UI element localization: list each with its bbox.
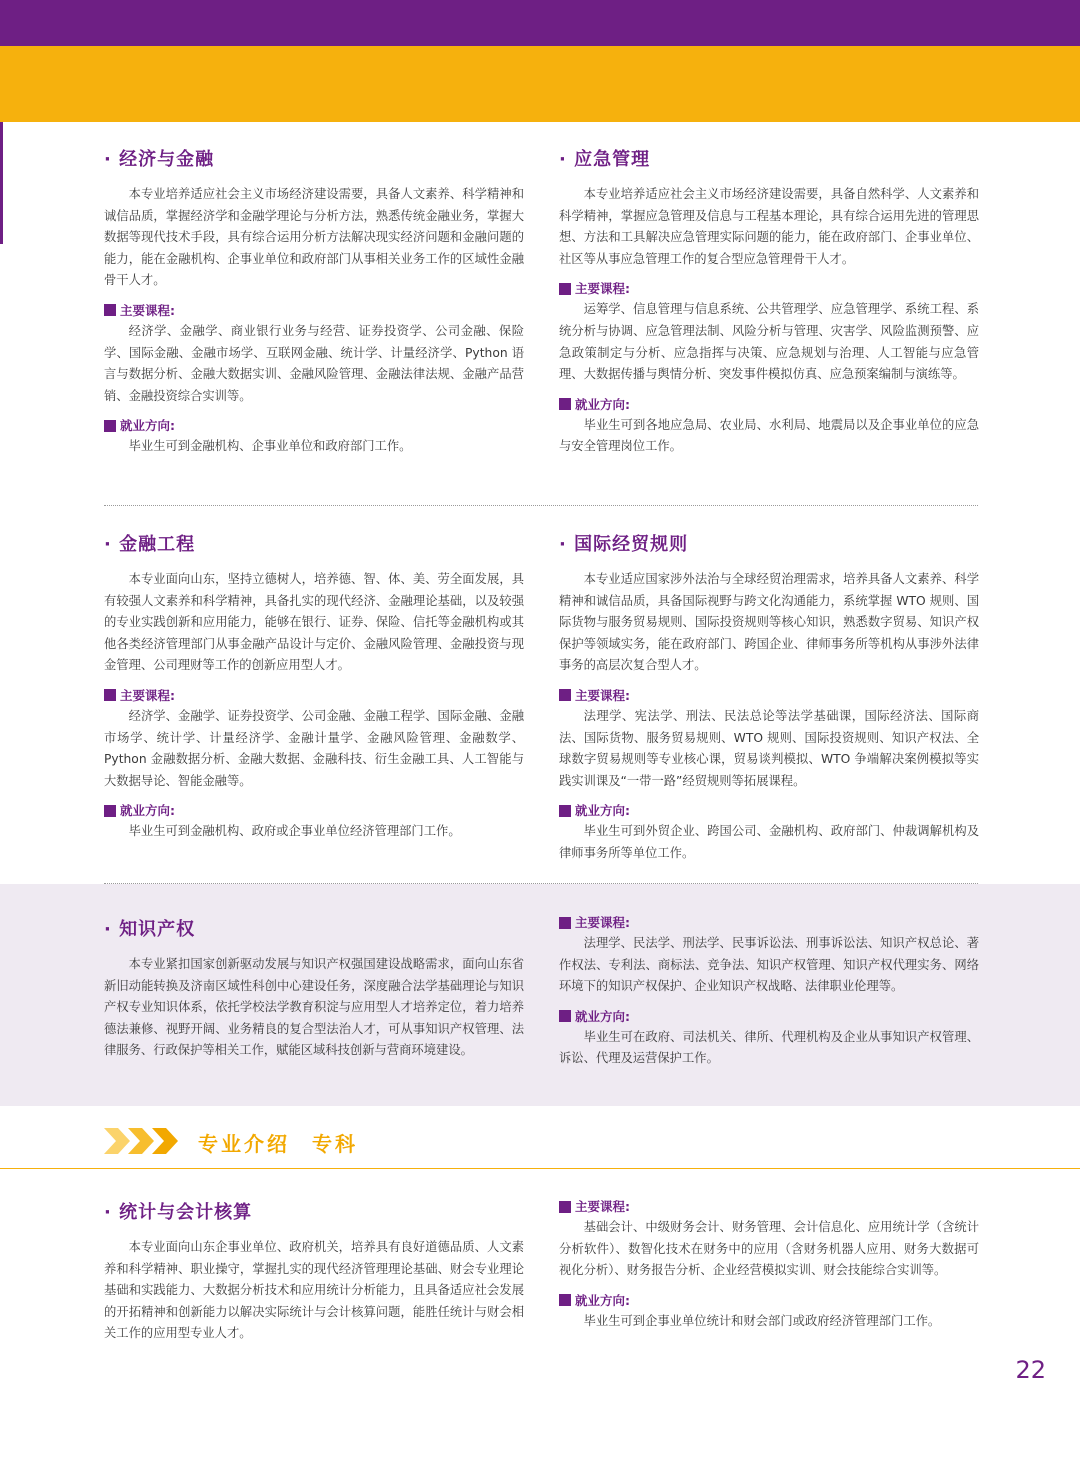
jobs-heading: 就业方向: xyxy=(559,1006,979,1027)
section-title-stat-acc: · 统计与会计核算 xyxy=(104,1202,253,1223)
courses-text: 法理学、民法学、刑法学、民事诉讼法、刑事诉讼法、知识产权总论、著作权法、专利法、商标法、竞争法、知识产权管理、知识产权代理实务、网络环境下的知识产权保护、企业知识产权战略、法律职业伦理等。 xyxy=(559,936,979,994)
banner-subtitle: 专科 xyxy=(312,1132,358,1156)
header-purple-band xyxy=(0,0,1080,46)
courses-text: 基础会计、中级财务会计、财务管理、会计信息化、应用统计学（含统计分析软件）、数智化技术在财务中的应用（含财务机器人应用、财务大数据可视化分析）、财务报告分析、企业经营模拟实训、财会技能综合实训等。 xyxy=(559,1220,979,1278)
jobs-text: 毕业生可到外贸企业、跨国公司、金融机构、政府部门、仲裁调解机构及律师事务所等单位工作。 xyxy=(559,824,979,860)
jobs-text: 毕业生可在政府、司法机关、律所、代理机构及企业从事知识产权管理、诉讼、代理及运营保护工作。 xyxy=(559,1029,979,1066)
square-bullet-icon xyxy=(559,805,571,817)
courses-heading: 主要课程: xyxy=(104,685,524,706)
section-fin-eng xyxy=(104,569,524,843)
chevron-arrows-icon xyxy=(104,1126,182,1156)
square-bullet-icon xyxy=(104,689,116,701)
jobs-text: 毕业生可到金融机构、政府或企事业单位经济管理部门工作。 xyxy=(128,824,461,839)
section-title-econ-finance: · 经济与金融 xyxy=(104,149,215,170)
courses-text: 法理学、宪法学、刑法、民法总论等法学基础课，国际经济法、国际商法、国际货物、服务贸易规则、WTO 规则、国际投资规则、知识产权法、全球数字贸易规则等专业核心课，贸易谈判模拟、WTO 争端解决案例模拟等实践实训课及“一带一路”经贸规则等拓展课程。 xyxy=(559,708,979,788)
courses-heading: 主要课程: xyxy=(559,685,979,706)
courses-heading: 主要课程: xyxy=(559,912,979,933)
square-bullet-icon xyxy=(559,1010,571,1022)
jobs-heading: 就业方向: xyxy=(559,394,979,415)
courses-text: 运筹学、信息管理与信息系统、公共管理学、应急管理学、系统工程、系统分析与协调、应急管理法制、风险分析与管理、灾害学、风险监测预警、应急政策制定与分析、应急指挥与决策、应急规划与治理、人工智能与应急管理、大数据传播与舆情分析、突发事件模拟仿真、应急预案编制与演练等。 xyxy=(559,302,979,382)
jobs-heading: 就业方向: xyxy=(559,1290,979,1311)
left-accent-rule xyxy=(0,122,3,244)
banner-title: 专业介绍 xyxy=(198,1132,290,1156)
courses-heading: 主要课程: xyxy=(104,300,524,321)
square-bullet-icon xyxy=(104,304,116,316)
square-bullet-icon xyxy=(559,689,571,701)
section-ip-intro xyxy=(104,954,524,1062)
intro-text: 本专业培养适应社会主义市场经济建设需要，具备自然科学、人文素养和科学精神，掌握应急管理及信息与工程基本理论，具有综合运用先进的管理思想、方法和工具解决应急管理实际问题的能力，能在政府部门、企事业单位、社区等从事应急管理工作的复合型应急管理骨干人才。 xyxy=(559,187,979,266)
section-stat-acc-intro xyxy=(104,1237,524,1345)
header-gold-band xyxy=(0,46,1080,122)
courses-heading: 主要课程: xyxy=(559,1196,979,1217)
section-intl-trade xyxy=(559,569,979,865)
intro-text: 本专业紧扣国家创新驱动发展与知识产权强国建设战略需求，面向山东省新旧动能转换及济南区域性科创中心建设任务，深度融合法学基础理论与知识产权专业知识体系，依托学校法学教育积淀与应用型人才培养定位，着力培养德法兼修、视野开阔、业务精良的复合型法治人才，可从事知识产权管理、法律服务、行政保护等相关工作，赋能区域科技创新与营商环境建设。 xyxy=(104,957,524,1058)
jobs-text: 毕业生可到金融机构、企事业单位和政府部门工作。 xyxy=(128,439,412,454)
jobs-text: 毕业生可到各地应急局、农业局、水利局、地震局以及企事业单位的应急与安全管理岗位工作。 xyxy=(559,417,979,454)
square-bullet-icon xyxy=(559,917,571,929)
section-title-fin-eng: · 金融工程 xyxy=(104,534,196,555)
square-bullet-icon xyxy=(104,420,116,432)
intro-text: 本专业面向山东企事业单位、政府机关，培养具有良好道德品质、人文素养和科学精神、职业操守，掌握扎实的现代经济管理理论基础、财会专业理论基础和实践能力、大数据分析技术和应用统计分析能力，且具备适应社会发展的开拓精神和创新能力以解决实际统计与会计核算问题，能胜任统计与财会相关工作的应用型专业人才。 xyxy=(104,1240,524,1341)
square-bullet-icon xyxy=(559,398,571,410)
page-number: 22 xyxy=(1015,1356,1046,1384)
courses-heading: 主要课程: xyxy=(559,278,979,299)
section-title-emergency: · 应急管理 xyxy=(559,149,651,170)
jobs-text: 毕业生可到企事业单位统计和财会部门或政府经济管理部门工作。 xyxy=(583,1313,941,1328)
section-emergency xyxy=(559,184,979,458)
section-econ-finance xyxy=(104,184,524,458)
jobs-heading: 就业方向: xyxy=(104,800,524,821)
square-bullet-icon xyxy=(559,1201,571,1213)
section-title-ip: · 知识产权 xyxy=(104,919,196,940)
section-title-intl-trade: · 国际经贸规则 xyxy=(559,534,689,555)
banner-underline xyxy=(0,1168,1080,1169)
section-stat-acc-details xyxy=(559,1196,979,1332)
intro-text: 本专业适应国家涉外法治与全球经贸治理需求，培养具备人文素养、科学精神和诚信品质，具备国际视野与跨文化沟通能力，系统掌握 WTO 规则、国际货物与服务贸易规则、国际投资规则等核心知识，熟悉数字贸易、知识产权保护等领域实务，能在政府部门、跨国企业、律师事务所等机构从事涉外法律事务的高层次复合型人才。 xyxy=(559,572,979,673)
jobs-heading: 就业方向: xyxy=(559,800,979,821)
divider xyxy=(104,505,978,506)
courses-text: 经济学、金融学、商业银行业务与经营、证券投资学、公司金融、保险学、国际金融、金融市场学、互联网金融、统计学、计量经济学、Python 语言与数据分析、金融大数据实训、金融风险管理、金融法律法规、金融产品营销、金融投资综合实训等。 xyxy=(104,323,524,403)
courses-text: 经济学、金融学、证券投资学、公司金融、金融工程学、国际金融、金融市场学、统计学、计量经济学、金融计量学、金融风险管理、金融数学、Python 金融数据分析、金融大数据、金融科技、衍生金融工具、人工智能与大数据导论、智能金融等。 xyxy=(104,708,524,788)
square-bullet-icon xyxy=(559,1294,571,1306)
square-bullet-icon xyxy=(104,805,116,817)
intro-text: 本专业培养适应社会主义市场经济建设需要，具备人文素养、科学精神和诚信品质，掌握经济学和金融学理论与分析方法，熟悉传统金融业务，掌握大数据等现代技术手段，具有综合运用分析方法解决现实经济问题和金融问题的能力，能在金融机构、企事业单位和政府部门从事相关业务工作的区域性金融骨干人才。 xyxy=(104,187,524,288)
jobs-heading: 就业方向: xyxy=(104,415,524,436)
intro-text: 本专业面向山东，坚持立德树人，培养德、智、体、美、劳全面发展，具有较强人文素养和科学精神，具备扎实的现代经济、金融理论基础，以及较强的专业实践创新和应用能力，能够在银行、证券、保险、信托等金融机构或其他各类经济管理部门从事金融产品设计与定价、金融风险管理、金融投资与现金管理、公司理财等工作的创新应用型人才。 xyxy=(104,572,524,673)
section-ip-details xyxy=(559,912,979,1070)
square-bullet-icon xyxy=(559,283,571,295)
